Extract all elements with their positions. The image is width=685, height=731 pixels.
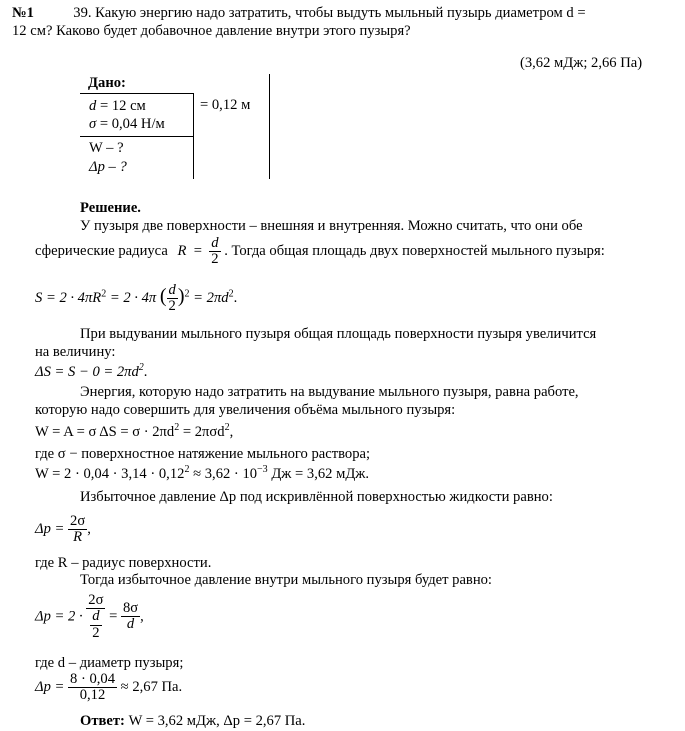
work-formula-a: W = A = σ ΔS = σ · 2πd: [35, 423, 175, 440]
area-formula-a: S = 2 · 4πR: [35, 290, 102, 307]
solution-p5: Тогда избыточное давление внутри мыльного пузыря будет равно:: [80, 572, 492, 588]
dp3-result: ≈ 2,67 Па.: [120, 679, 183, 696]
given-sigma: [89, 117, 165, 132]
dp3-label: Δp =: [35, 679, 65, 696]
work-calc: [35, 465, 369, 482]
given-top-line: [80, 93, 194, 94]
dp2-num: 2σ: [88, 592, 104, 608]
right-paren: ): [177, 285, 185, 308]
solution-heading: Решение.: [80, 200, 141, 216]
r-fraction: [209, 236, 220, 268]
area-exp-2: 2: [184, 288, 190, 300]
dp-label: Δp =: [35, 521, 65, 538]
area-formula: [35, 283, 237, 315]
delta-s-formula: [35, 363, 147, 380]
dp2-fraction-2: [121, 601, 140, 633]
solution-p1-line2: сферические радиуса R = $\frac{d}{2}$ . Тогда общая площадь двух поверхностей мыльного пузыря:: [35, 235, 605, 268]
problem-statement: [12, 6, 586, 21]
work-exp-1: 2: [174, 422, 180, 433]
area-exp-3: 2: [228, 288, 234, 300]
work-calc-b: ≈ 3,62 · 10: [189, 465, 258, 482]
area-period: .: [233, 290, 238, 307]
solution-p1-line1: У пузыря две поверхности – внешняя и внутренняя. Можно считать, что они обе: [80, 218, 583, 234]
dp-num: 2σ: [70, 513, 86, 529]
dp-den: R: [73, 529, 83, 546]
find-w: W – ?: [89, 140, 124, 156]
solution-p2-line2: на величину:: [35, 344, 116, 360]
delta-s-exp: 2: [138, 362, 144, 373]
find-dp: Δp – ?: [89, 159, 127, 175]
area-formula-c: = 2πd: [189, 290, 229, 307]
dp2-comma: ,: [140, 608, 144, 625]
dp-formula: [35, 514, 91, 546]
area-fraction-den: 2: [168, 298, 176, 315]
work-calc-a: W = 2 · 0,04 · 3,14 · 0,12: [35, 465, 185, 482]
r-fraction-den: 2: [211, 251, 219, 268]
sigma-value: = 0,04 Н/м: [99, 116, 165, 132]
dp2-den2: d: [126, 616, 135, 633]
area-fraction-num: d: [168, 282, 176, 298]
dp3-num: 8 · 0,04: [70, 671, 116, 687]
left-paren: (: [159, 285, 167, 308]
solution-p2-line1: При выдувании мыльного пузыря общая площадь поверхности пузыря увеличится: [80, 326, 597, 342]
delta-s-period: .: [143, 363, 148, 380]
dp-comma: ,: [87, 521, 91, 538]
given-divider: [193, 93, 194, 179]
answer-hint: (3,62 мДж; 2,66 Па): [520, 55, 643, 71]
dp2-den-den: 2: [92, 624, 100, 641]
problem-line-1: 39. Какую энергию надо затратить, чтобы выдуть мыльный пузырь диаметром d =: [73, 5, 586, 21]
sigma-symbol: σ: [89, 116, 97, 132]
answer-label: Ответ:: [80, 713, 125, 729]
dp2-label: Δp = 2 ·: [35, 608, 83, 625]
r-symbol: R: [177, 243, 187, 260]
problem-line-2: 12 см? Каково будет добавочное давление внутри этого пузыря?: [12, 23, 411, 39]
dp2-complex-fraction: [86, 593, 105, 641]
p1-text-a: сферические радиуса: [35, 243, 168, 260]
r-fraction-num: d: [211, 235, 219, 251]
solution-p4: Избыточное давление Δp под искривлённой поверхностью жидкости равно:: [80, 489, 553, 505]
d-note: где d – диаметр пузыря;: [35, 655, 184, 671]
area-fraction: [167, 283, 178, 315]
work-exp-2: 2: [224, 422, 230, 433]
dp3-formula: [35, 672, 182, 704]
delta-s-text: ΔS = S − 0 = 2πd: [35, 363, 139, 380]
dp2-den: [86, 609, 105, 641]
d-value: = 12 см: [99, 98, 146, 114]
given-d: [89, 99, 146, 114]
answer-text: W = 3,62 мДж, Δp = 2,67 Па.: [128, 713, 306, 729]
area-formula-b: = 2 · 4π: [106, 290, 157, 307]
problem-number: №1: [12, 5, 34, 21]
dp-fraction: [68, 514, 87, 546]
dp2-eq: =: [109, 608, 118, 625]
r-note: где R – радиус поверхности.: [35, 555, 212, 571]
dp3-fraction: [68, 672, 117, 704]
final-answer: [80, 714, 305, 729]
dp2-formula: [35, 593, 144, 641]
conversion-value: = 0,12 м: [200, 97, 251, 113]
dp2-den-num: d: [92, 608, 100, 625]
given-mid-line: [80, 136, 194, 137]
sigma-note: где σ − поверхностное натяжение мыльного раствора;: [35, 446, 371, 462]
dp3-den: 0,12: [79, 687, 106, 704]
work-formula: [35, 423, 233, 440]
conversion-divider: [269, 74, 270, 179]
p1-text-b: . Тогда общая площадь двух поверхностей мыльного пузыря:: [224, 243, 605, 260]
work-formula-b: = 2πσd: [179, 423, 225, 440]
given-title: Дано:: [88, 75, 126, 91]
work-comma: ,: [229, 423, 234, 440]
area-exp-1: 2: [101, 288, 107, 300]
work-calc-c: Дж = 3,62 мДж.: [267, 465, 370, 482]
solution-p3-line1: Энергия, которую надо затратить на выдувание мыльного пузыря, равна работе,: [80, 384, 579, 400]
dp2-num2: 8σ: [122, 600, 139, 617]
work-calc-exp: 2: [184, 464, 190, 475]
work-calc-exp-neg: −3: [257, 464, 268, 475]
solution-p3-line2: которую надо совершить для увеличения объёма мыльного пузыря:: [35, 402, 456, 418]
d-symbol: d: [89, 98, 97, 114]
